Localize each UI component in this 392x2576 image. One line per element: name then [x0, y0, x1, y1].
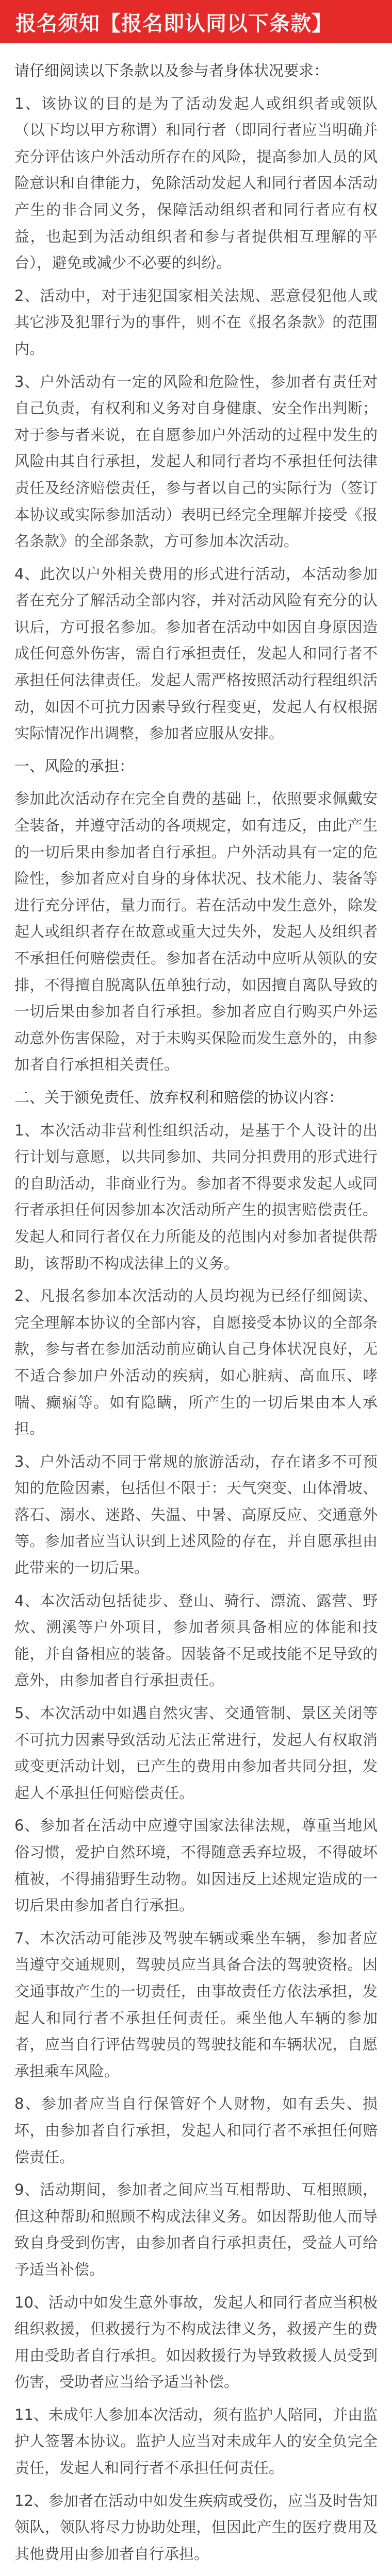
page-title: 报名须知【报名即认同以下条款】 — [15, 11, 333, 36]
terms-paragraph: 1、本次活动非营利性组织活动，是基于个人设计的出行计划与意愿，以共同参加、共同分担费用的形式进行的自助活动，非商业行为。参加者不得要求发起人或同行者承担任何因参加本次活动所产生的损害赔偿责任。发起人和同行者仅在力所能及的范围内对参加者提供帮助，该帮助不构成法律上的义务。 — [14, 1121, 378, 1272]
terms-paragraph: 3、户外活动不同于常规的旅游活动，存在诸多不可预知的危险因素，包括但不限于：天气突变、山体滑坡、落石、溺水、迷路、失温、中暑、高原反应、交通意外等。参加者应当认识到上述风险的存在，并自愿承担由此带来的一切后果。 — [14, 1452, 378, 1577]
section-heading: 一、风险的承担： — [14, 757, 135, 775]
terms-paragraph: 2、凡报名参加本次活动的人员均视为已经仔细阅读、完全理解本协议的全部内容，自愿接受本协议的全部条款，参与者在参加活动前应确认自己身体状况良好，无不适合参加户外活动的疾病，如心脏病、高血压、哮喘、癫痫等。如有隐瞒，所产生的一切后果由本人承担。 — [14, 1287, 378, 1438]
terms-paragraph: 4、此次以户外相关费用的形式进行活动，本活动参加者在充分了解活动全部内容，并对活动风险有充分的认识后，方可报名参加。参加者在活动中如因自身原因造成任何意外伤害，需自行承担责任，发起人和同行者不承担任何法律责任。发起人需严格按照活动行程组织活动，如因不可抗力因素导致行程变更，发起人有权根据实际情况作出调整，参加者应服从安排。 — [14, 565, 378, 742]
terms-content — [0, 43, 392, 2576]
terms-paragraph: 11、未成年人参加本次活动，须有监护人陪同，并由监护人签署本协议。监护人应当对未成年人的安全负完全责任，发起人和同行者不承担任何责任。 — [14, 2405, 378, 2477]
terms-paragraph — [14, 2573, 378, 2576]
title-bar — [0, 0, 392, 43]
terms-paragraph: 参加此次活动存在完全自费的基础上，依照要求佩戴安全装备，并遵守活动的各项规定，如有违反，由此产生的一切后果由参加者自行承担。户外活动具有一定的危险性，参加者应对自身的身体状况、技术能力、装备等进行充分评估，量力而行。若在活动中发生意外，除发起人或组织者存在故意或重大过失外，发起人及组织者不承担任何赔偿责任。参加者在活动中应听从领队的安排，不得擅自脱离队伍单独行动，如因擅自离队导致的一切后果由参加者自行承担。参加者应自行购买户外运动意外伤害保险，对于未购买保险而发生意外的，由参加者自行承担相关责任。 — [14, 790, 378, 1074]
terms-paragraph: 12、参加者在活动中如发生疾病或受伤，应当及时告知领队，领队将尽力协助处理，但因此产生的医疗费用及其他费用由参加者自行承担。 — [14, 2492, 378, 2563]
terms-paragraph: 9、活动期间，参加者之间应当互相帮助、互相照顾，但这种帮助和照顾不构成法律义务。如因帮助他人而导致自身受到伤害，由参加者自行承担责任，受益人可给予适当补偿。 — [14, 2181, 378, 2278]
terms-paragraph: 6、参加者在活动中应遵守国家法律法规，尊重当地风俗习惯，爱护自然环境，不得随意丢弃垃圾，不得破坏植被，不得捕猎野生动物。如因违反上述规定造成的一切后果由参加者自行承担。 — [14, 1817, 378, 1914]
terms-paragraph: 3、户外活动有一定的风险和危险性，参加者有责任对自己负责，有权利和义务对自身健康、安全作出判断；对于参与者来说，在自愿参加户外活动的过程中发生的风险由其自行承担，发起人和同行者均不承担任何法律责任及经济赔偿责任，参与者以自己的实际行为（签订本协议或实际参加活动）表明已经完全理解并接受《报名条款》的全部条款，方可参加本次活动。 — [14, 372, 378, 550]
terms-paragraph: 5、本次活动中如遇自然灾害、交通管制、景区关闭等不可抗力因素导致活动无法正常进行，发起人有权取消或变更活动计划，已产生的费用由参加者共同分担，发起人不承担任何赔偿责任。 — [14, 1704, 378, 1802]
terms-paragraph: 1、该协议的目的是为了活动发起人或组织者或领队（以下均以甲方称谓）和同行者（即同行者应当明确并充分评估该户外活动所存在的风险，提高参加人员的风险意识和自律能力，免除活动发起人和同行者因本活动产生的非合同义务，保障活动组织者和同行者应有权益，也起到为活动组织者和参与者提供相互理解的平台），避免或减少不必要的纠纷。 — [14, 94, 378, 272]
terms-paragraph: 4、本次活动包括徒步、登山、骑行、漂流、露营、野炊、溯溪等户外项目，参加者须具备相应的体能和技能，并自备相应的装备。因装备不足或技能不足导致的意外，由参加者自行承担责任。 — [14, 1591, 378, 1689]
section-heading: 二、关于额免责任、放弃权利和赔偿的协议内容： — [14, 1088, 344, 1106]
terms-paragraph: 2、活动中，对于违犯国家相关法规、恶意侵犯他人或其它涉及犯罪行为的事件，则不在《报名条款》的范围内。 — [14, 286, 378, 358]
terms-paragraph: 10、活动中如发生意外事故，发起人和同行者应当积极组织救援，但救援行为不构成法律义务，救援产生的费用由受助者自行承担。如因救援行为导致救援人员受到伤害，受助者应当给予适当补偿。 — [14, 2293, 378, 2391]
terms-paragraph: 7、本次活动可能涉及驾驶车辆或乘坐车辆，参加者应当遵守交通规则，驾驶员应当具备合法的驾驶资格。因交通事故产生的一切责任，由事故责任方依法承担，发起人和同行者不承担任何责任。乘坐他人车辆的参加者，应当自行评估驾驶员的驾驶技能和车辆状况，自愿承担乘车风险。 — [14, 1929, 378, 2080]
terms-paragraph: 请仔细阅读以下条款以及参与者身体状况要求： — [14, 62, 329, 79]
terms-paragraph: 8、参加者应当自行保管好个人财物，如有丢失、损坏，由参加者自行承担，发起人和同行者不承担任何赔偿责任。 — [14, 2095, 378, 2166]
